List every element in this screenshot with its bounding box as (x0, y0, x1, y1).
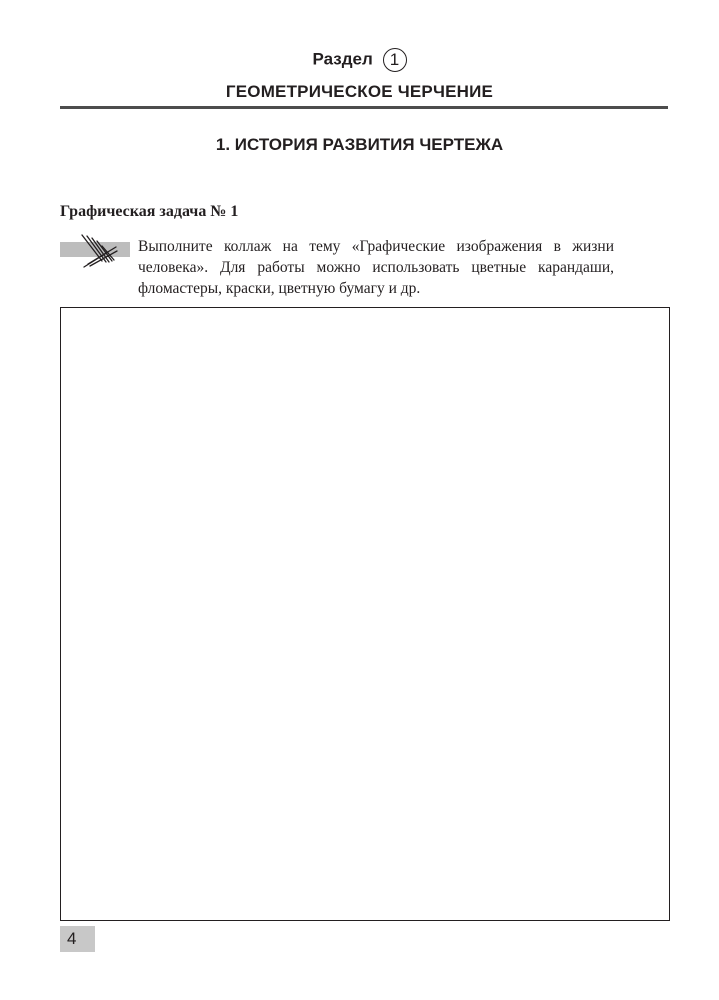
header-divider (60, 106, 668, 109)
task-instructions: Выполните коллаж на тему «Графические изображения в жизни человека». Для работы можно использовать цветные карандаши, фломастеры, краски, цветную бумагу и др. (138, 238, 614, 297)
section-title: ГЕОМЕТРИЧЕСКОЕ ЧЕРЧЕНИЕ (225, 82, 494, 101)
pencil-drawing-icon (60, 234, 130, 268)
section-label: Раздел (312, 49, 373, 69)
chapter-title: 1. ИСТОРИЯ РАЗВИТИЯ ЧЕРТЕЖА (215, 135, 504, 154)
drawing-area-frame (60, 307, 670, 921)
section-heading (0, 48, 719, 72)
page-number: 4 (60, 926, 95, 952)
section-number: 1 (383, 48, 407, 72)
task-title: Графическая задача № 1 (60, 203, 239, 220)
